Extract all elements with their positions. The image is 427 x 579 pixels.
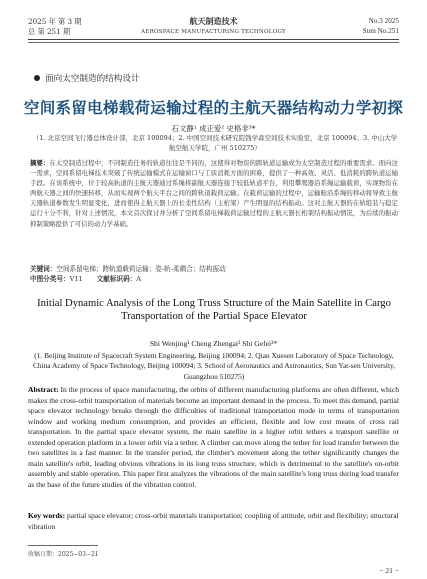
section-label [34,72,140,84]
received-date: 收稿日期：2025−03−21 [28,551,99,558]
classification-value: V11 [69,275,83,283]
journal-issue: 2025 年 第 3 期 [28,17,82,26]
section-label-text: 面向太空制造的结构设计 [45,74,140,84]
english-keywords [28,511,399,532]
english-abstract-text: In the process of space manufacturing, the orbits of different manufacturing platforms are often different, which makes the cross-orbit transportation of materials become an important demand in the process. To meet this demand, partial space elevator technology breaks through the difficulties of traditional transportation mode in terms of transportation window and working medium consumption, and provides an efficient, flexible and low cost means of cross rail transportation. In the partial space elevator system, the main satellite in a higher orbit tethers a transport satellite or extended operation platform in a lower orbit via a tether. A climber can move along the tether for load transfer between the two satellites in a fast manner. In the transfer period, the climber's movement along the tether significantly changes the main satellite's orbit, leading obvious vibrations in its long truss structure, which is detrimental to the satellite's on-orbit assembly and stable operation. This paper first analyzes the vibrations of the main satellite's long truss during load transfer as the base of the future studies of the vibration control. [28,385,399,489]
chinese-title: 空间系留电梯载荷运输过程的主航天器结构动力学初探 [23,99,404,117]
english-keywords-text: partial space elevator; cross-orbit materials transportation; coupling of attitude, orbit and flexibility; structural vibration [28,511,399,531]
journal-name-en: AEROSPACE MANUFACTURING TECHNOLOGY [141,29,286,35]
english-authors: Shi Wenjing¹ Cheng Zhengai² Shi Gefei³* [149,339,278,348]
header-rule-thick [28,39,399,40]
chinese-authors: 石文静¹ 成正爱² 史格非³* [171,124,256,133]
chinese-abstract-text: 在太空制造过程中，不同制造任务的轨道往往是不同的，这使得对物资的跨轨道运输成为太空制造过程的重要需求。面向这一需求，空间系留电梯技术突破了传统运输模式在运输窗口与工质消耗方面的困难，提供了一种高效、灵活、低消耗的跨轨道运输手段。在该系统中，位于较高轨道的主航天器通过系绳将副航天器连接于较低轨道平台，利用攀爬器沿系绳运输载荷，实现物资在两航天器之间的快速转移，从而实现两个航天平台之间的跨轨道载荷运输。在载荷运输的过程中，运输舱沿系绳的移动将导致主航天器轨道参数发生明显变化，进而使得主航天器上的长柔性结构（主桁架）产生明显的结构振动。这对主航天器的在轨组装与稳定运行十分不利，针对上述情况，本文首次探讨并分析了空间系留电梯载荷运输过程的主航天器长桁架结构振动情况，为后续的振动抑制策略提供了可信的动力学基础。 [30,159,399,228]
chinese-keywords-label: 关键词： [30,265,57,273]
chinese-abstract-label: 摘要： [30,159,50,167]
english-title: Initial Dynamic Analysis of the Long Truss Structure of the Main Satellite in Cargo Transportation of the Partial Space Elevator [37,298,391,322]
english-keywords-label: Key words: [28,511,66,520]
journal-name-cn: 航天制造技术 [189,16,238,26]
journal-number: No.3 2025 [368,17,399,25]
journal-sum-number: Sum No.251 [362,27,399,35]
chinese-keywords-text: 空间系留电梯；跨轨道载荷运输；姿-轨-柔耦合；结构振动 [56,265,226,273]
english-affiliations: (1. Beijing Institute of Spacecraft System Engineering, Beijing 100094; 2. Qian Xuesen Laboratory of Space Technology, China Academy of Space Technology, Beijing 100094; 3. School of Aeronautics and Astronautics, Sun Yat-sen University, Guangzhou 510275) [32,351,396,381]
doc-code-value: A [136,275,142,283]
footnote-rule [28,545,98,546]
page-number: − 21 − [379,566,399,575]
journal-total-issue: 总 第 251 期 [28,27,71,36]
chinese-affiliations: （1. 北京空间飞行器总体设计部，北京 100094；2. 中国空间技术研究院钱学森空间技术实验室，北京 100094；3. 中山大学航空航天学院，广州 510275） [32,134,398,152]
chinese-keywords [30,263,398,273]
english-abstract-label: Abstract: [28,385,59,394]
english-abstract [28,385,399,490]
chinese-abstract [30,158,398,229]
bullet-icon [34,75,40,81]
doc-code-label: 文献标识码： [96,275,137,283]
classification-label: 中图分类号： [30,275,70,283]
classification-line [30,273,398,283]
header-rule-thin [28,42,399,43]
